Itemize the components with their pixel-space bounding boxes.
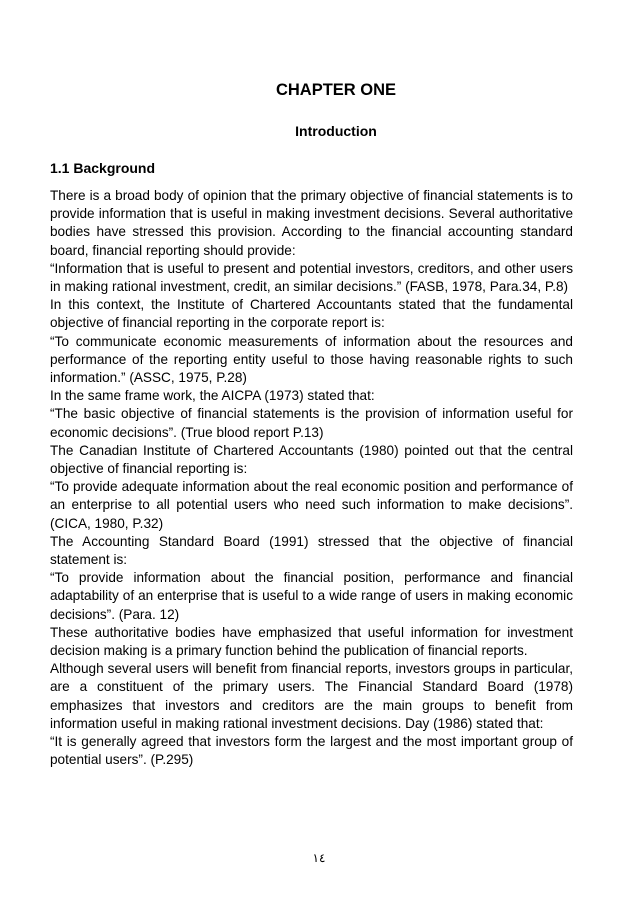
chapter-title: CHAPTER ONE bbox=[275, 81, 397, 99]
paragraph: The Accounting Standard Board (1991) stressed that the objective of financial statement is: bbox=[50, 533, 573, 568]
paragraph: In this context, the Institute of Chartered Accountants stated that the fundamental objective of financial reporting in the corporate report is: bbox=[50, 297, 573, 331]
quote-paragraph: “To communicate economic measurements of information about the resources and performance of the reporting entity useful to those having reasonable rights to such information.” (ASSC, 1975, P.28) bbox=[50, 333, 573, 386]
quote-paragraph: “Information that is useful to present and potential investors, creditors, and other users in making rational investment, credit, an similar decisions.” (FASB, 1978, Para.34, P.8) bbox=[50, 260, 573, 295]
quote-paragraph: “To provide adequate information about the real economic position and performance of an enterprise to all potential users who need such information to make decisions”. (CICA, 1980, P.32) bbox=[50, 479, 573, 531]
quote-paragraph: “It is generally agreed that investors form the largest and the most important group of potential users”. (P.295) bbox=[50, 734, 573, 768]
section-heading: 1.1 Background bbox=[50, 160, 156, 176]
quote-paragraph: “The basic objective of financial statements is the provision of information useful for economic decisions”. (True blood report P.13) bbox=[50, 406, 573, 440]
quote-paragraph: “To provide information about the financial position, performance and financial adaptability of an enterprise that is useful to a wide range of users in making economic decisions”. (Para. 12) bbox=[50, 570, 573, 622]
paragraph: There is a broad body of opinion that the primary objective of financial statements is to provide information that is useful in making investment decisions. Several authoritative bodies have stressed this provision. According to the financial accounting standard board, financial reporting should provide: bbox=[50, 188, 573, 258]
paragraph: These authoritative bodies have emphasized that useful information for investment decision making is a primary function behind the publication of financial reports. bbox=[50, 624, 573, 659]
page-number: ١٤ bbox=[312, 851, 326, 865]
paragraph: Although several users will benefit from financial reports, investors groups in particular, are a constituent of the primary users. The Financial Standard Board (1978) emphasizes that investors and creditors are the main groups to benefit from information useful in making rational investment decisions. Day (1986) stated that: bbox=[50, 661, 573, 731]
body-text bbox=[50, 187, 573, 770]
chapter-subtitle: Introduction bbox=[295, 123, 377, 139]
paragraph: In the same frame work, the AICPA (1973) stated that: bbox=[50, 388, 375, 404]
paragraph: The Canadian Institute of Chartered Accountants (1980) pointed out that the central objective of financial reporting is: bbox=[50, 442, 573, 477]
